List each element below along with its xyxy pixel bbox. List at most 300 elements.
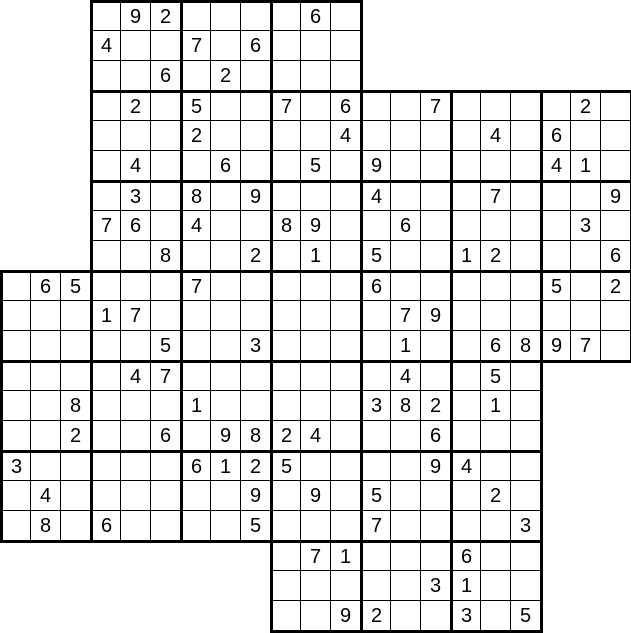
sudoku-cell-r1c7[interactable] [210,30,240,60]
sudoku-cell-r19c12[interactable] [360,570,390,600]
sudoku-cell-r14c13[interactable] [390,420,420,450]
sudoku-cell-r14c4[interactable] [120,420,150,450]
sudoku-cell-r14c10[interactable] [300,420,330,450]
sudoku-cell-r11c19[interactable] [570,330,600,363]
sudoku-cell-r10c5[interactable] [150,300,180,330]
sudoku-cell-r14c5[interactable] [150,420,180,450]
sudoku-cell-r4c4[interactable] [120,120,150,150]
sudoku-cell-r19c13[interactable] [390,570,420,600]
sudoku-cell-r6c8[interactable] [240,180,270,210]
sudoku-cell-r7c19[interactable] [570,210,600,240]
sudoku-cell-r10c19[interactable] [570,300,600,330]
sudoku-cell-r11c4[interactable] [120,330,150,360]
sudoku-cell-r9c13[interactable] [390,270,420,300]
sudoku-cell-r18c9[interactable] [270,540,300,570]
sudoku-cell-r15c7[interactable] [210,450,240,480]
sudoku-cell-r7c20[interactable] [600,210,631,240]
sudoku-cell-r5c9[interactable] [270,150,300,180]
sudoku-cell-r15c9[interactable] [270,450,300,480]
sudoku-cell-r6c20[interactable] [600,180,631,210]
sudoku-cell-r15c15[interactable] [450,450,480,480]
sudoku-cell-r19c9[interactable] [270,570,300,600]
sudoku-cell-r9c5[interactable] [150,270,180,300]
sudoku-cell-r15c14[interactable] [420,450,450,480]
sudoku-cell-r13c8[interactable] [240,390,270,420]
sudoku-cell-r7c5[interactable] [150,210,180,240]
sudoku-cell-r9c10[interactable] [300,270,330,300]
sudoku-cell-r7c7[interactable] [210,210,240,240]
sudoku-cell-r0c11[interactable] [330,0,363,30]
sudoku-cell-r0c6[interactable] [180,0,210,30]
sudoku-cell-r17c16[interactable] [480,510,510,540]
sudoku-cell-r13c0[interactable] [0,390,30,420]
sudoku-cell-r5c6[interactable] [180,150,210,180]
sudoku-cell-r9c11[interactable] [330,270,360,300]
sudoku-cell-r8c4[interactable] [120,240,150,270]
sudoku-cell-r5c10[interactable] [300,150,330,180]
sudoku-cell-r13c6[interactable] [180,390,210,420]
sudoku-cell-r11c17[interactable] [510,330,540,360]
sudoku-cell-r8c7[interactable] [210,240,240,270]
sudoku-cell-r6c12[interactable] [360,180,390,210]
sudoku-cell-r12c15[interactable] [450,360,480,390]
sudoku-cell-r6c9[interactable] [270,180,300,210]
sudoku-cell-r10c12[interactable] [360,300,390,330]
sudoku-cell-r11c15[interactable] [450,330,480,360]
sudoku-cell-r17c7[interactable] [210,510,240,543]
sudoku-cell-r5c18[interactable] [540,150,570,180]
sudoku-cell-r3c15[interactable] [450,90,480,120]
sudoku-cell-r13c17[interactable] [510,390,543,420]
sudoku-cell-r20c10[interactable] [300,600,330,633]
sudoku-cell-r18c15[interactable] [450,540,480,570]
sudoku-cell-r4c18[interactable] [540,120,570,150]
sudoku-cell-r6c7[interactable] [210,180,240,210]
sudoku-cell-r15c11[interactable] [330,450,360,480]
sudoku-cell-r13c12[interactable] [360,390,390,420]
sudoku-cell-r7c17[interactable] [510,210,540,240]
sudoku-cell-r15c17[interactable] [510,450,543,480]
sudoku-cell-r4c14[interactable] [420,120,450,150]
sudoku-cell-r11c7[interactable] [210,330,240,360]
sudoku-cell-r7c4[interactable] [120,210,150,240]
sudoku-cell-r4c17[interactable] [510,120,540,150]
sudoku-cell-r5c7[interactable] [210,150,240,180]
sudoku-cell-r5c3[interactable] [90,150,120,180]
sudoku-cell-r6c16[interactable] [480,180,510,210]
sudoku-cell-r12c5[interactable] [150,360,180,390]
sudoku-cell-r16c9[interactable] [270,480,300,510]
sudoku-cell-r6c6[interactable] [180,180,210,210]
sudoku-cell-r12c13[interactable] [390,360,420,390]
sudoku-cell-r10c3[interactable] [90,300,120,330]
sudoku-cell-r8c9[interactable] [270,240,300,270]
sudoku-cell-r5c11[interactable] [330,150,360,180]
sudoku-cell-r15c10[interactable] [300,450,330,480]
sudoku-cell-r16c4[interactable] [120,480,150,510]
sudoku-cell-r11c6[interactable] [180,330,210,360]
sudoku-cell-r3c8[interactable] [240,90,270,120]
sudoku-cell-r14c11[interactable] [330,420,360,450]
sudoku-cell-r16c14[interactable] [420,480,450,510]
sudoku-cell-r11c0[interactable] [0,330,30,360]
sudoku-cell-r10c0[interactable] [0,300,30,330]
sudoku-cell-r12c4[interactable] [120,360,150,390]
sudoku-cell-r11c1[interactable] [30,330,60,360]
sudoku-cell-r13c5[interactable] [150,390,180,420]
sudoku-cell-r3c19[interactable] [570,90,600,120]
sudoku-cell-r17c11[interactable] [330,510,360,540]
sudoku-cell-r12c16[interactable] [480,360,510,390]
sudoku-cell-r3c9[interactable] [270,90,300,120]
sudoku-cell-r6c10[interactable] [300,180,330,210]
sudoku-cell-r10c13[interactable] [390,300,420,330]
sudoku-cell-r15c13[interactable] [390,450,420,480]
sudoku-cell-r10c8[interactable] [240,300,270,330]
sudoku-cell-r6c14[interactable] [420,180,450,210]
sudoku-cell-r17c6[interactable] [180,510,210,543]
sudoku-cell-r12c0[interactable] [0,360,30,390]
sudoku-cell-r8c11[interactable] [330,240,360,270]
sudoku-cell-r3c20[interactable] [600,90,631,120]
sudoku-cell-r3c12[interactable] [360,90,390,120]
sudoku-cell-r1c11[interactable] [330,30,363,60]
sudoku-cell-r10c14[interactable] [420,300,450,330]
sudoku-cell-r12c12[interactable] [360,360,390,390]
sudoku-cell-r12c17[interactable] [510,360,543,390]
sudoku-cell-r16c8[interactable] [240,480,270,510]
sudoku-cell-r18c12[interactable] [360,540,390,570]
sudoku-cell-r4c16[interactable] [480,120,510,150]
sudoku-cell-r2c3[interactable] [90,60,120,90]
sudoku-cell-r1c6[interactable] [180,30,210,60]
sudoku-cell-r8c8[interactable] [240,240,270,270]
sudoku-cell-r10c17[interactable] [510,300,540,330]
sudoku-cell-r11c16[interactable] [480,330,510,360]
sudoku-cell-r17c4[interactable] [120,510,150,543]
sudoku-cell-r15c5[interactable] [150,450,180,480]
sudoku-cell-r8c15[interactable] [450,240,480,270]
sudoku-cell-r5c19[interactable] [570,150,600,180]
sudoku-cell-r1c4[interactable] [120,30,150,60]
sudoku-cell-r12c1[interactable] [30,360,60,390]
sudoku-cell-r8c18[interactable] [540,240,570,270]
sudoku-cell-r12c6[interactable] [180,360,210,390]
sudoku-cell-r6c13[interactable] [390,180,420,210]
sudoku-cell-r11c2[interactable] [60,330,90,360]
sudoku-cell-r5c14[interactable] [420,150,450,180]
sudoku-cell-r3c14[interactable] [420,90,450,120]
sudoku-cell-r12c3[interactable] [90,360,120,390]
sudoku-cell-r16c6[interactable] [180,480,210,510]
sudoku-cell-r6c3[interactable] [90,180,120,210]
sudoku-cell-r17c0[interactable] [0,510,30,543]
sudoku-cell-r10c20[interactable] [600,300,631,330]
sudoku-cell-r11c3[interactable] [90,330,120,360]
sudoku-cell-r15c3[interactable] [90,450,120,480]
sudoku-cell-r14c9[interactable] [270,420,300,450]
sudoku-cell-r7c14[interactable] [420,210,450,240]
sudoku-cell-r3c11[interactable] [330,90,360,120]
sudoku-cell-r2c5[interactable] [150,60,180,90]
sudoku-cell-r20c17[interactable] [510,600,543,633]
sudoku-cell-r9c20[interactable] [600,270,631,300]
sudoku-cell-r8c13[interactable] [390,240,420,270]
sudoku-cell-r11c5[interactable] [150,330,180,360]
sudoku-cell-r3c17[interactable] [510,90,540,120]
sudoku-cell-r1c9[interactable] [270,30,300,60]
sudoku-cell-r3c6[interactable] [180,90,210,120]
sudoku-cell-r16c17[interactable] [510,480,543,510]
sudoku-cell-r17c1[interactable] [30,510,60,543]
sudoku-cell-r10c1[interactable] [30,300,60,330]
sudoku-cell-r6c4[interactable] [120,180,150,210]
sudoku-cell-r17c13[interactable] [390,510,420,540]
sudoku-cell-r11c18[interactable] [540,330,570,363]
sudoku-cell-r6c5[interactable] [150,180,180,210]
sudoku-cell-r4c8[interactable] [240,120,270,150]
sudoku-cell-r8c17[interactable] [510,240,540,270]
sudoku-cell-r13c15[interactable] [450,390,480,420]
sudoku-cell-r1c8[interactable] [240,30,270,60]
sudoku-cell-r5c15[interactable] [450,150,480,180]
sudoku-cell-r17c2[interactable] [60,510,90,543]
sudoku-cell-r8c14[interactable] [420,240,450,270]
sudoku-cell-r18c14[interactable] [420,540,450,570]
sudoku-cell-r14c6[interactable] [180,420,210,450]
sudoku-cell-r14c1[interactable] [30,420,60,450]
sudoku-cell-r16c5[interactable] [150,480,180,510]
sudoku-cell-r4c6[interactable] [180,120,210,150]
sudoku-cell-r13c4[interactable] [120,390,150,420]
sudoku-cell-r1c10[interactable] [300,30,330,60]
sudoku-cell-r20c14[interactable] [420,600,450,633]
sudoku-cell-r14c12[interactable] [360,420,390,450]
sudoku-cell-r3c13[interactable] [390,90,420,120]
sudoku-cell-r4c15[interactable] [450,120,480,150]
sudoku-cell-r10c15[interactable] [450,300,480,330]
sudoku-cell-r16c0[interactable] [0,480,30,510]
sudoku-cell-r0c9[interactable] [270,0,300,30]
sudoku-cell-r9c15[interactable] [450,270,480,300]
sudoku-cell-r12c14[interactable] [420,360,450,390]
sudoku-cell-r5c12[interactable] [360,150,390,180]
sudoku-cell-r17c12[interactable] [360,510,390,540]
sudoku-cell-r18c16[interactable] [480,540,510,570]
sudoku-cell-r5c16[interactable] [480,150,510,180]
sudoku-cell-r1c3[interactable] [90,30,120,60]
sudoku-cell-r5c17[interactable] [510,150,540,180]
sudoku-cell-r9c17[interactable] [510,270,540,300]
sudoku-cell-r15c12[interactable] [360,450,390,480]
sudoku-cell-r2c6[interactable] [180,60,210,90]
sudoku-cell-r11c12[interactable] [360,330,390,360]
sudoku-cell-r18c11[interactable] [330,540,360,570]
sudoku-cell-r7c10[interactable] [300,210,330,240]
sudoku-cell-r13c3[interactable] [90,390,120,420]
sudoku-cell-r15c1[interactable] [30,450,60,480]
sudoku-cell-r15c16[interactable] [480,450,510,480]
sudoku-cell-r15c8[interactable] [240,450,270,480]
sudoku-cell-r7c9[interactable] [270,210,300,240]
sudoku-cell-r3c18[interactable] [540,90,570,120]
sudoku-cell-r18c10[interactable] [300,540,330,570]
sudoku-cell-r6c18[interactable] [540,180,570,210]
sudoku-cell-r15c2[interactable] [60,450,90,480]
sudoku-cell-r3c3[interactable] [90,90,120,120]
sudoku-cell-r17c8[interactable] [240,510,270,543]
sudoku-cell-r15c0[interactable] [0,450,30,480]
sudoku-cell-r4c20[interactable] [600,120,631,150]
sudoku-cell-r14c3[interactable] [90,420,120,450]
sudoku-cell-r2c4[interactable] [120,60,150,90]
sudoku-cell-r9c7[interactable] [210,270,240,300]
sudoku-cell-r9c16[interactable] [480,270,510,300]
sudoku-cell-r9c6[interactable] [180,270,210,300]
sudoku-cell-r3c10[interactable] [300,90,330,120]
sudoku-cell-r12c10[interactable] [300,360,330,390]
sudoku-cell-r11c9[interactable] [270,330,300,360]
sudoku-cell-r17c10[interactable] [300,510,330,540]
sudoku-cell-r2c8[interactable] [240,60,270,90]
sudoku-cell-r3c7[interactable] [210,90,240,120]
sudoku-cell-r9c14[interactable] [420,270,450,300]
sudoku-cell-r11c13[interactable] [390,330,420,360]
sudoku-cell-r13c13[interactable] [390,390,420,420]
sudoku-cell-r17c17[interactable] [510,510,543,540]
sudoku-cell-r19c17[interactable] [510,570,543,600]
sudoku-cell-r10c9[interactable] [270,300,300,330]
sudoku-cell-r9c19[interactable] [570,270,600,300]
sudoku-cell-r19c11[interactable] [330,570,360,600]
sudoku-cell-r9c8[interactable] [240,270,270,300]
sudoku-cell-r2c7[interactable] [210,60,240,90]
sudoku-cell-r0c4[interactable] [120,0,150,30]
sudoku-cell-r9c18[interactable] [540,270,570,300]
sudoku-cell-r8c19[interactable] [570,240,600,270]
sudoku-cell-r0c8[interactable] [240,0,270,30]
sudoku-cell-r7c11[interactable] [330,210,360,240]
sudoku-cell-r20c13[interactable] [390,600,420,633]
sudoku-cell-r20c15[interactable] [450,600,480,633]
sudoku-cell-r8c3[interactable] [90,240,120,270]
sudoku-cell-r14c7[interactable] [210,420,240,450]
sudoku-cell-r4c10[interactable] [300,120,330,150]
sudoku-cell-r1c5[interactable] [150,30,180,60]
sudoku-cell-r7c13[interactable] [390,210,420,240]
sudoku-cell-r14c17[interactable] [510,420,543,450]
sudoku-cell-r8c16[interactable] [480,240,510,270]
sudoku-cell-r11c14[interactable] [420,330,450,360]
sudoku-cell-r12c11[interactable] [330,360,360,390]
sudoku-cell-r20c9[interactable] [270,600,300,633]
sudoku-cell-r2c9[interactable] [270,60,300,90]
sudoku-cell-r4c9[interactable] [270,120,300,150]
sudoku-cell-r10c16[interactable] [480,300,510,330]
sudoku-cell-r10c4[interactable] [120,300,150,330]
sudoku-cell-r12c9[interactable] [270,360,300,390]
sudoku-cell-r10c7[interactable] [210,300,240,330]
sudoku-cell-r14c16[interactable] [480,420,510,450]
sudoku-cell-r7c12[interactable] [360,210,390,240]
sudoku-cell-r19c10[interactable] [300,570,330,600]
sudoku-cell-r6c15[interactable] [450,180,480,210]
sudoku-cell-r19c15[interactable] [450,570,480,600]
sudoku-cell-r7c3[interactable] [90,210,120,240]
sudoku-cell-r4c11[interactable] [330,120,360,150]
sudoku-cell-r16c13[interactable] [390,480,420,510]
sudoku-cell-r11c10[interactable] [300,330,330,360]
sudoku-cell-r16c1[interactable] [30,480,60,510]
sudoku-cell-r13c10[interactable] [300,390,330,420]
sudoku-cell-r19c14[interactable] [420,570,450,600]
sudoku-cell-r14c0[interactable] [0,420,30,450]
sudoku-cell-r13c16[interactable] [480,390,510,420]
sudoku-cell-r20c11[interactable] [330,600,360,633]
sudoku-cell-r13c1[interactable] [30,390,60,420]
sudoku-cell-r15c6[interactable] [180,450,210,480]
sudoku-cell-r20c16[interactable] [480,600,510,633]
sudoku-cell-r4c7[interactable] [210,120,240,150]
sudoku-cell-r6c19[interactable] [570,180,600,210]
sudoku-cell-r11c11[interactable] [330,330,360,360]
sudoku-cell-r20c12[interactable] [360,600,390,633]
sudoku-cell-r4c19[interactable] [570,120,600,150]
sudoku-cell-r9c1[interactable] [30,270,60,300]
sudoku-cell-r7c6[interactable] [180,210,210,240]
sudoku-cell-r2c11[interactable] [330,60,363,90]
sudoku-cell-r9c12[interactable] [360,270,390,300]
sudoku-cell-r14c2[interactable] [60,420,90,450]
sudoku-cell-r7c18[interactable] [540,210,570,240]
sudoku-cell-r10c6[interactable] [180,300,210,330]
sudoku-cell-r4c3[interactable] [90,120,120,150]
sudoku-cell-r13c14[interactable] [420,390,450,420]
sudoku-cell-r17c3[interactable] [90,510,120,543]
sudoku-cell-r8c20[interactable] [600,240,631,270]
sudoku-cell-r10c11[interactable] [330,300,360,330]
sudoku-cell-r2c10[interactable] [300,60,330,90]
sudoku-cell-r14c15[interactable] [450,420,480,450]
sudoku-cell-r0c5[interactable] [150,0,180,30]
sudoku-cell-r16c7[interactable] [210,480,240,510]
sudoku-cell-r16c15[interactable] [450,480,480,510]
sudoku-cell-r17c9[interactable] [270,510,300,540]
sudoku-cell-r3c5[interactable] [150,90,180,120]
sudoku-cell-r10c2[interactable] [60,300,90,330]
sudoku-cell-r16c3[interactable] [90,480,120,510]
sudoku-cell-r7c16[interactable] [480,210,510,240]
sudoku-cell-r12c8[interactable] [240,360,270,390]
sudoku-cell-r10c18[interactable] [540,300,570,330]
sudoku-cell-r17c5[interactable] [150,510,180,543]
sudoku-cell-r16c11[interactable] [330,480,360,510]
sudoku-cell-r8c12[interactable] [360,240,390,270]
sudoku-cell-r0c3[interactable] [90,0,120,30]
sudoku-cell-r16c2[interactable] [60,480,90,510]
sudoku-cell-r4c5[interactable] [150,120,180,150]
sudoku-cell-r5c20[interactable] [600,150,631,180]
sudoku-cell-r9c4[interactable] [120,270,150,300]
sudoku-cell-r4c12[interactable] [360,120,390,150]
sudoku-cell-r8c5[interactable] [150,240,180,270]
sudoku-cell-r9c2[interactable] [60,270,90,300]
sudoku-cell-r3c16[interactable] [480,90,510,120]
sudoku-cell-r17c14[interactable] [420,510,450,540]
sudoku-cell-r10c10[interactable] [300,300,330,330]
sudoku-cell-r16c16[interactable] [480,480,510,510]
sudoku-cell-r16c10[interactable] [300,480,330,510]
